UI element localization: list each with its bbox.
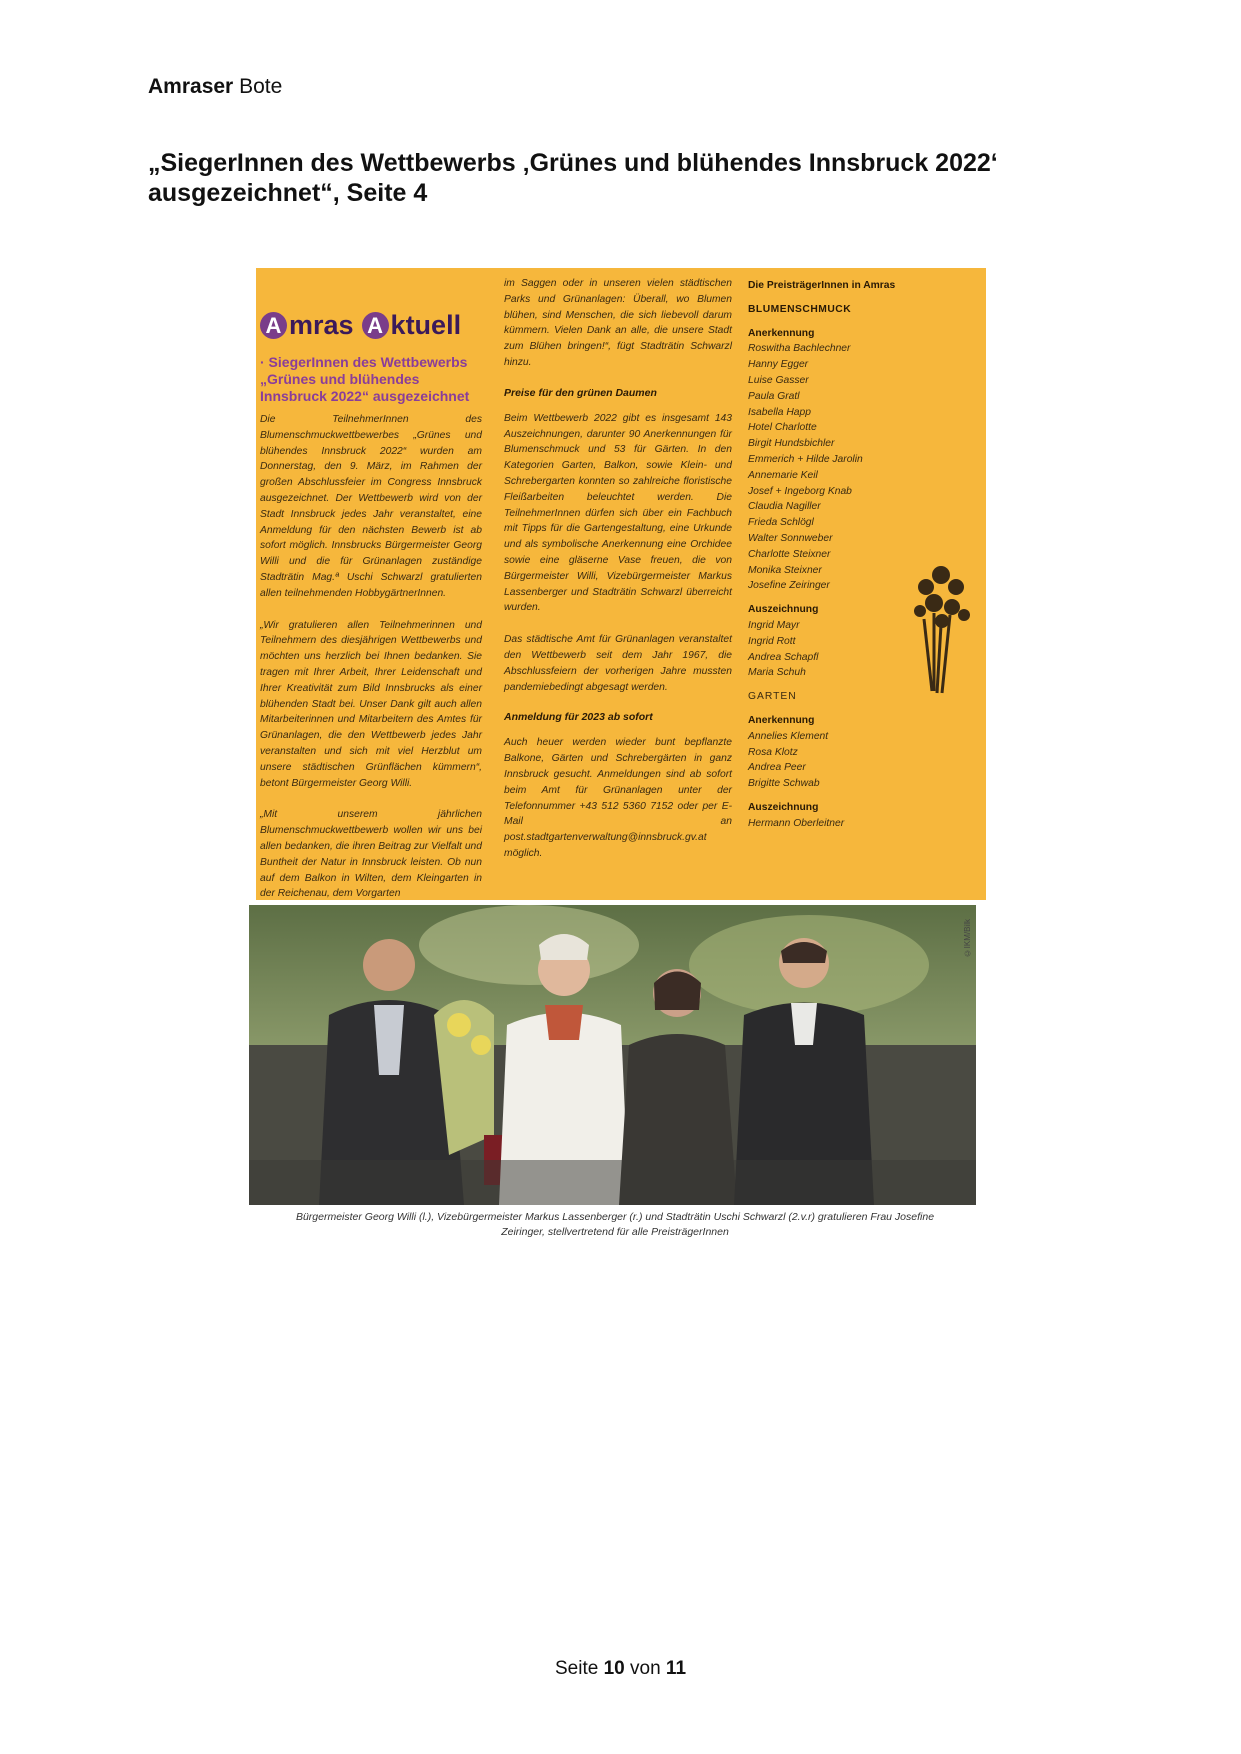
winner-name: Emmerich + Hilde Jarolin: [748, 453, 863, 465]
winner-name: Monika Steixner: [748, 564, 822, 576]
footer-prefix: Seite: [554, 1658, 604, 1679]
logo-text-1: mras: [289, 310, 354, 340]
winners-title: Die PreisträgerInnen in Amras: [748, 280, 896, 291]
photo-illustration: [249, 905, 976, 1205]
col2-subheading: Preise für den grünen Daumen: [504, 386, 657, 399]
winner-name: Ingrid Rott: [748, 635, 796, 647]
logo-letter-a: A: [260, 312, 287, 339]
footer-mid: von: [624, 1658, 666, 1679]
award-label: Auszeichnung: [748, 604, 819, 616]
header-bold: Amraser: [148, 75, 234, 98]
amras-aktuell-logo: [260, 310, 461, 341]
winner-name: Annemarie Keil: [748, 469, 818, 481]
award-photo: [249, 905, 976, 1205]
winner-names: [748, 341, 898, 594]
winner-name: Isabella Happ: [748, 406, 811, 418]
logo-letter-a2: A: [362, 312, 389, 339]
category-heading: GARTEN: [748, 691, 797, 703]
col1-paragraph: „Wir gratulieren allen Teilnehmerinnen und Teilnehmern des diesjährigen Wettbewerbs und möchten uns herzlich bei Ihnen bedanken. Sie tragen mit Ihrer Arbeit, Ihrer Leidenschaft und Ihrer Kreativität zum Bild Innsbrucks als einer blühenden Stadt bei. Unser Dank gilt auch allen Mitarbeiterinnen und Mitarbeitern des Amtes für Grünanlagen, die den Wettbewerb jedes Jahr veranstalten und sich mit viel Herzblut um unsere städtischen Grünflächen kümmern“, betont Bürgermeister Georg Willi.: [260, 619, 482, 789]
col1-paragraph: „Mit unserem jährlichen Blumenschmuckwettbewerb wollen wir uns bei allen bedanken, die ihren Beitrag zur Vielfalt und Buntheit der Natur in Innsbruck leisten. Ob nun auf dem Balkon in Wilten, dem Kleingarten in der Reichenau, dem Vorgarten: [260, 809, 482, 900]
winner-name: Walter Sonnweber: [748, 532, 833, 544]
col2-intro: im Saggen oder in unseren vielen städtischen Parks und Grünanlagen: Überall, wo Blumen blühen, sind Menschen, die sich liebevoll darum kümmern. Vielen Dank an alle, die unsere Stadt zum Blühen bringen!“, fügt Stadträtin Schwarzl hinzu.: [504, 278, 732, 368]
page-footer: [0, 1658, 1241, 1680]
logo-text-2: ktuell: [390, 310, 462, 340]
winner-name: Hermann Oberleitner: [748, 817, 845, 829]
award-label: Auszeichnung: [748, 801, 819, 813]
award-label: Anerkennung: [748, 327, 815, 339]
winner-name: Josefine Zeiringer: [748, 580, 830, 592]
article-column-1: [260, 412, 482, 918]
col2-paragraph: Auch heuer werden wieder bunt bepflanzte Balkone, Gärten und Schrebergärten in ganz Innsbruck gesucht. Anmeldungen sind ab sofort beim Amt für Grünanlagen unter der Telefonnummer +43 512 5360 7152 oder per E-Mail an post.stadtgartenverwaltung@innsbruck.gv.at möglich.: [504, 737, 732, 859]
winner-name: Maria Schuh: [748, 667, 806, 679]
footer-page-total: 11: [665, 1658, 687, 1679]
category-heading: BLUMENSCHMUCK: [748, 303, 852, 315]
col2-subheading: Anmeldung für 2023 ab sofort: [504, 711, 653, 724]
winner-names: [748, 729, 898, 792]
winner-name: Annelies Klement: [748, 730, 829, 742]
winner-name: Rosa Klotz: [748, 746, 798, 758]
winner-name: Hanny Egger: [748, 359, 809, 371]
winner-name: Andrea Peer: [748, 762, 806, 774]
photo-credit: ©IKM/Bilk: [963, 919, 972, 958]
article-kicker: · SiegerInnen des Wettbewerbs „Grünes und blühendes Innsbruck 2022“ ausgezeichnet: [260, 354, 470, 404]
winner-name: Brigitte Schwab: [748, 778, 820, 790]
winner-name: Birgit Hundsbichler: [748, 438, 835, 450]
winner-name: Roswitha Bachlechner: [748, 343, 851, 355]
col2-paragraph: Das städtische Amt für Grünanlagen veranstaltet den Wettbewerb seit dem Jahr 1967, die Abschlussfeiern der vorherigen Jahre mussten pandemiebedingt abgesagt werden.: [504, 634, 732, 693]
winner-name: Charlotte Steixner: [748, 548, 831, 560]
col2-paragraph: Beim Wettbewerb 2022 gibt es insgesamt 143 Auszeichnungen, darunter 90 Anerkennungen für Blumenschmuck und 53 für Gärten. In den Kategorien Garten, Balkon, sowie Klein- und Schrebergarten konnten so zahlreiche floristische Fleißarbeiten beleuchtet werden. Die TeilnehmerInnen dürfen sich über ein Fachbuch mit Tipps für die Gartengestaltung, eine Urkunde und als symbolische Anerkennung eine Orchidee sowie eine gläserne Vase freuen, die von Bürgermeister Willi, Vizebürgermeister Markus Lassenberger und Stadträtin Schwarzl überreicht wurden.: [504, 412, 732, 614]
photo-caption: Bürgermeister Georg Willi (l.), Vizebürgermeister Markus Lassenberger (r.) und Stadträtin Uschi Schwarzl (2.v.r) gratulieren Frau Josefine Zeiringer, stellvertretend für alle PreisträgerInnen: [295, 1211, 935, 1238]
winners-list: [748, 278, 898, 832]
page-title: „SiegerInnen des Wettbewerbs ‚Grünes und blühendes Innsbruck 2022‘ ausgezeichnet“, Seite 4: [148, 149, 998, 207]
flower-bouquet-icon: [904, 553, 978, 703]
winner-name: Josef + Ingeborg Knab: [748, 485, 852, 497]
winner-name: Paula Gratl: [748, 390, 800, 402]
document-header: [148, 75, 282, 99]
winner-name: Claudia Nagiller: [748, 501, 821, 513]
award-label: Anerkennung: [748, 714, 815, 726]
winner-names: [748, 816, 898, 832]
newspaper-clipping: [256, 268, 986, 900]
winner-name: Andrea Schapfl: [748, 651, 819, 663]
header-rest: Bote: [233, 75, 283, 98]
article-column-2: [504, 276, 732, 878]
winner-name: Ingrid Mayr: [748, 619, 800, 631]
winner-name: Hotel Charlotte: [748, 422, 817, 434]
col1-paragraph: Die TeilnehmerInnen des Blumenschmuckwettbewerbes „Grünes und blühendes Innsbruck 2022“ wurden am Donnerstag, den 9. März, im Rahmen der großen Abschlussfeier im Congress Innsbruck ausgezeichnet. Der Wettbewerb wird von der Stadt Innsbruck jedes Jahr veranstaltet, eine Anmeldung für den nächsten Bewerb ist ab sofort möglich. Innsbrucks Bürgermeister Georg Willi und die für Grünanlagen zuständige Stadträtin Mag.ª Uschi Schwarzl gratulierten allen teilnehmenden HobbygärtnerInnen.: [260, 414, 482, 599]
winner-names: [748, 618, 898, 681]
winner-name: Luise Gasser: [748, 374, 809, 386]
winner-name: Frieda Schlögl: [748, 517, 814, 529]
footer-page-number: 10: [603, 1658, 625, 1679]
